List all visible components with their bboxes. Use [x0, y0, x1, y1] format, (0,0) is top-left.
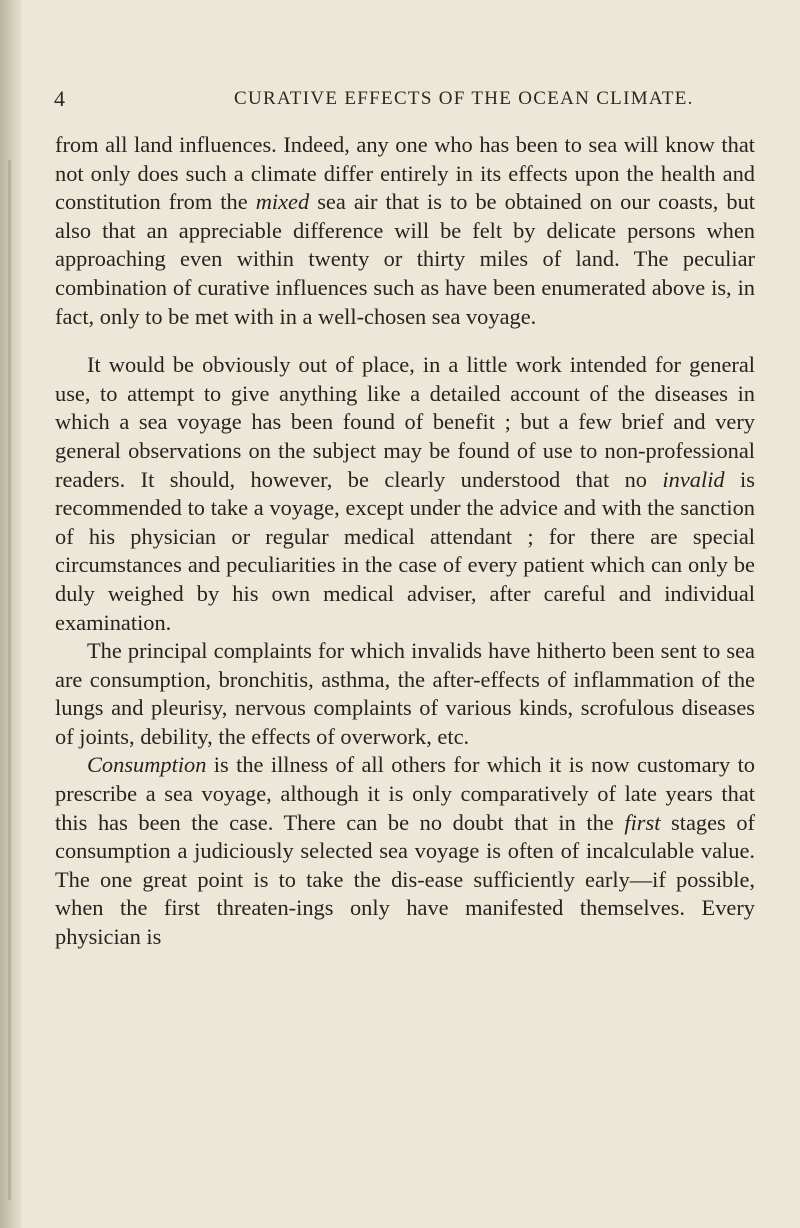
- italic-word-mixed: mixed: [255, 189, 310, 215]
- paragraph-1-part-3: sea air that is to be obtained on our coasts, but also that an appreciable difference will be felt by delicate persons when approaching even within twenty or thirty miles of land. The peculiar combination of curative influences such as have been enumerated above is, in fact, only to be met with in a well-chosen sea voyage.: [55, 189, 756, 329]
- running-head-title: CURATIVE EFFECTS OF THE OCEAN CLIMATE.: [234, 88, 694, 109]
- paragraph-4-part-2: is the illness of all others for which it is now customary to prescribe a sea voyage, although it is only comparatively of late years that this has been the case. There can be no doubt that in the: [55, 752, 755, 835]
- italic-word-first: first: [624, 809, 661, 835]
- italic-word-invalid: invalid: [662, 466, 725, 492]
- page-number: 4: [54, 86, 67, 111]
- italic-word-consumption: Consumption: [87, 752, 207, 778]
- book-page: [36, 0, 756, 1228]
- paragraph-4-part-4: stages of consumption a judiciously selected sea voyage is often of incalculable value. The one great point is to take the dis-ease sufficiently early—if possible, when the first threaten-ings only have manifested themselves. Every physician is: [55, 809, 755, 950]
- paragraph-3-part-1: The principal complaints for which invalids have hitherto been sent to sea are consumption, bronchitis, asthma, the after-effects of inflammation of the lungs and pleurisy, nervous complaints of various kinds, scrofulous diseases of joints, debility, the effects of overwork, etc.: [55, 638, 755, 749]
- paragraph-3: [55, 637, 755, 751]
- paragraph-2: [55, 351, 755, 637]
- body-text: [55, 131, 755, 952]
- running-head: [54, 86, 734, 116]
- paragraph-1-part-1: from all land influences. Indeed, any one who has been to sea will know that not only does such a climate differ entirely in its effects upon the health and constitution from the: [55, 132, 755, 215]
- binding-gutter: [0, 0, 22, 1228]
- paragraph-1: [55, 131, 755, 331]
- paragraph-2-part-1: It would be obviously out of place, in a little work intended for general use, to attempt to give anything like a detailed account of the diseases in which a sea voyage has been found of benefit ; but a few brief and very general observations on the subject may be found of use to non-professional readers. It should, however, be clearly understood that no: [55, 352, 755, 492]
- paragraph-4: [55, 751, 755, 951]
- paragraph-2-part-3: is recommended to take a voyage, except under the advice and with the sanction of his physician or regular medical attendant ; for there are special circumstances and peculiarities in the case of every patient which can only be duly weighed by his own medical adviser, after careful and individual examination.: [55, 466, 755, 635]
